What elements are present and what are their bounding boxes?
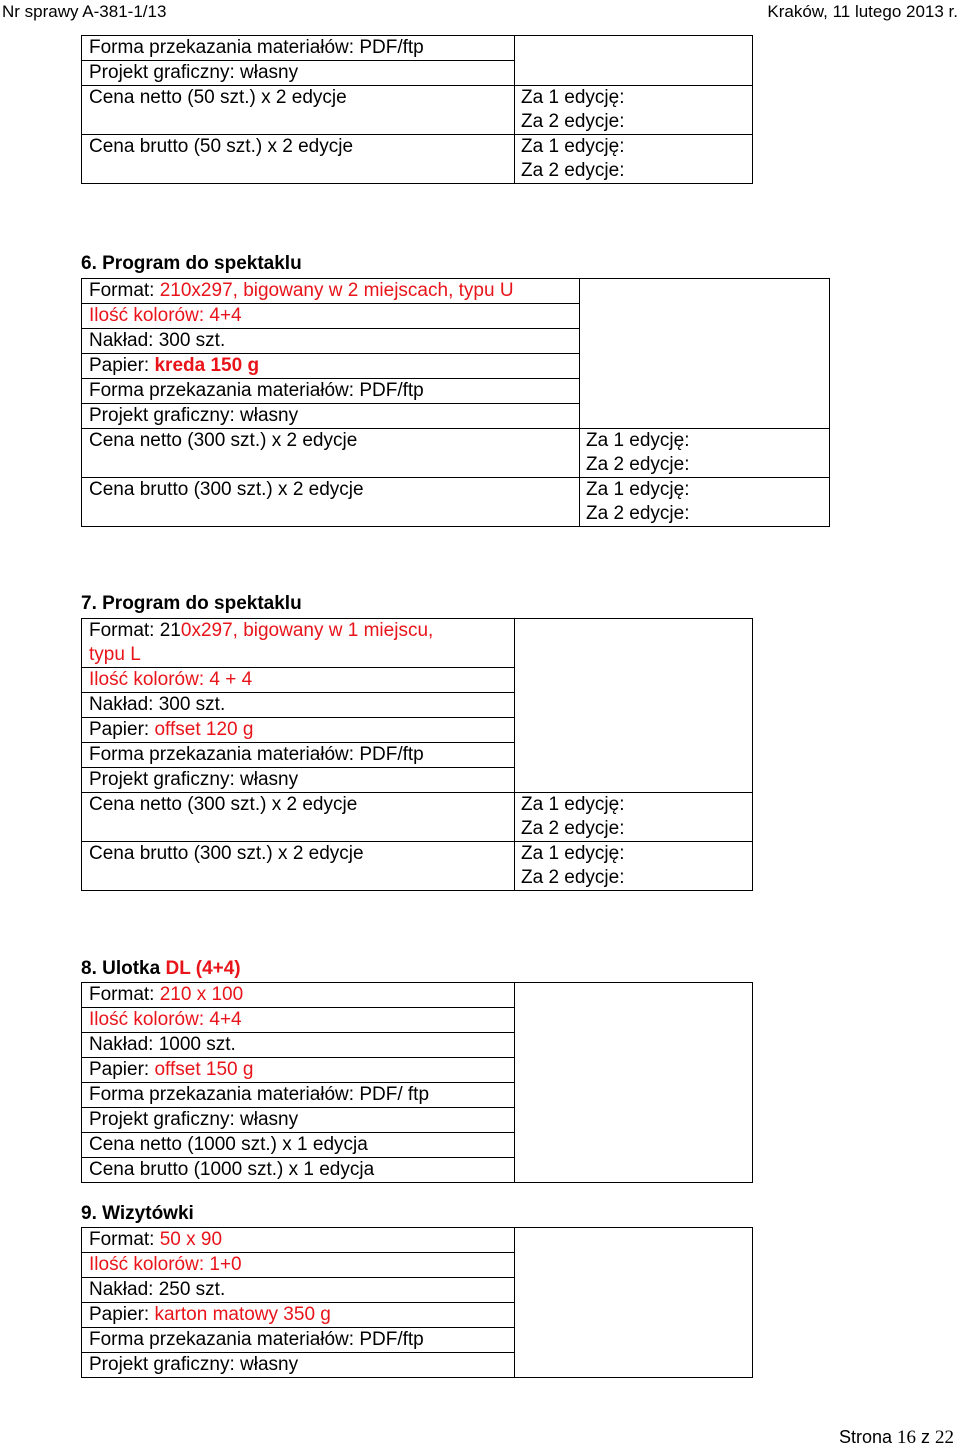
s7-projekt: Projekt graficzny: własny [82,768,515,793]
s6-netto-values: Za 1 edycję: Za 2 edycje: [580,429,830,478]
case-number: Nr sprawy A-381-1/13 [2,2,167,21]
s8-papier: Papier: offset 150 g [82,1058,515,1083]
section-8-title: 8. Ulotka DL (4+4) [81,958,241,979]
s9-projekt: Projekt graficzny: własny [82,1353,515,1378]
forma-row: Forma przekazania materiałów: PDF/ftp [82,36,515,61]
s6-kolory: Ilość kolorów: 4+4 [82,304,580,329]
s8-brutto: Cena brutto (1000 szt.) x 1 edycja [82,1158,515,1183]
s7-format: Format: 210x297, bigowany w 1 miejscu, typu L [82,619,515,668]
section-7-title: 7. Program do spektaklu [81,593,302,614]
s8-forma: Forma przekazania materiałów: PDF/ ftp [82,1083,515,1108]
s7-kolory: Ilość kolorów: 4 + 4 [82,668,515,693]
section-9-title: 9. Wizytówki [81,1203,194,1224]
date: Kraków, 11 lutego 2013 r. [767,2,958,21]
s8-kolory: Ilość kolorów: 4+4 [82,1008,515,1033]
projekt-row: Projekt graficzny: własny [82,61,515,86]
s7-forma: Forma przekazania materiałów: PDF/ftp [82,743,515,768]
section-6-title: 6. Program do spektaklu [81,253,302,274]
section-9-table [81,1227,753,1378]
s7-netto-values: Za 1 edycję: Za 2 edycje: [515,793,753,842]
section-6-table [81,278,830,527]
s8-netto: Cena netto (1000 szt.) x 1 edycja [82,1133,515,1158]
page-number: Strona 16 z 22 [838,1427,954,1448]
s7-netto: Cena netto (300 szt.) x 2 edycje [82,793,515,842]
brutto-label: Cena brutto (50 szt.) x 2 edycje [82,135,515,184]
s9-papier: Papier: karton matowy 350 g [82,1303,515,1328]
section-7-table [81,618,753,891]
top-block-table [81,35,753,184]
s6-format: Format: 210x297, bigowany w 2 miejscach, typu U [82,279,580,304]
s6-papier: Papier: kreda 150 g [82,354,580,379]
s7-brutto-values: Za 1 edycję: Za 2 edycje: [515,842,753,891]
s6-naklad: Nakład: 300 szt. [82,329,580,354]
netto-values: Za 1 edycję: Za 2 edycje: [515,86,753,135]
s6-forma: Forma przekazania materiałów: PDF/ftp [82,379,580,404]
s9-naklad: Nakład: 250 szt. [82,1278,515,1303]
s6-projekt: Projekt graficzny: własny [82,404,580,429]
s8-format: Format: 210 x 100 [82,983,515,1008]
s6-netto: Cena netto (300 szt.) x 2 edycje [82,429,580,478]
s9-kolory: Ilość kolorów: 1+0 [82,1253,515,1278]
section-8-table [81,982,753,1183]
s8-projekt: Projekt graficzny: własny [82,1108,515,1133]
s7-papier: Papier: offset 120 g [82,718,515,743]
s9-format: Format: 50 x 90 [82,1228,515,1253]
s6-brutto-values: Za 1 edycję: Za 2 edycje: [580,478,830,527]
s9-forma: Forma przekazania materiałów: PDF/ftp [82,1328,515,1353]
s7-naklad: Nakład: 300 szt. [82,693,515,718]
netto-label: Cena netto (50 szt.) x 2 edycje [82,86,515,135]
s7-brutto: Cena brutto (300 szt.) x 2 edycje [82,842,515,891]
s8-naklad: Nakład: 1000 szt. [82,1033,515,1058]
brutto-values: Za 1 edycję: Za 2 edycje: [515,135,753,184]
s6-brutto: Cena brutto (300 szt.) x 2 edycje [82,478,580,527]
